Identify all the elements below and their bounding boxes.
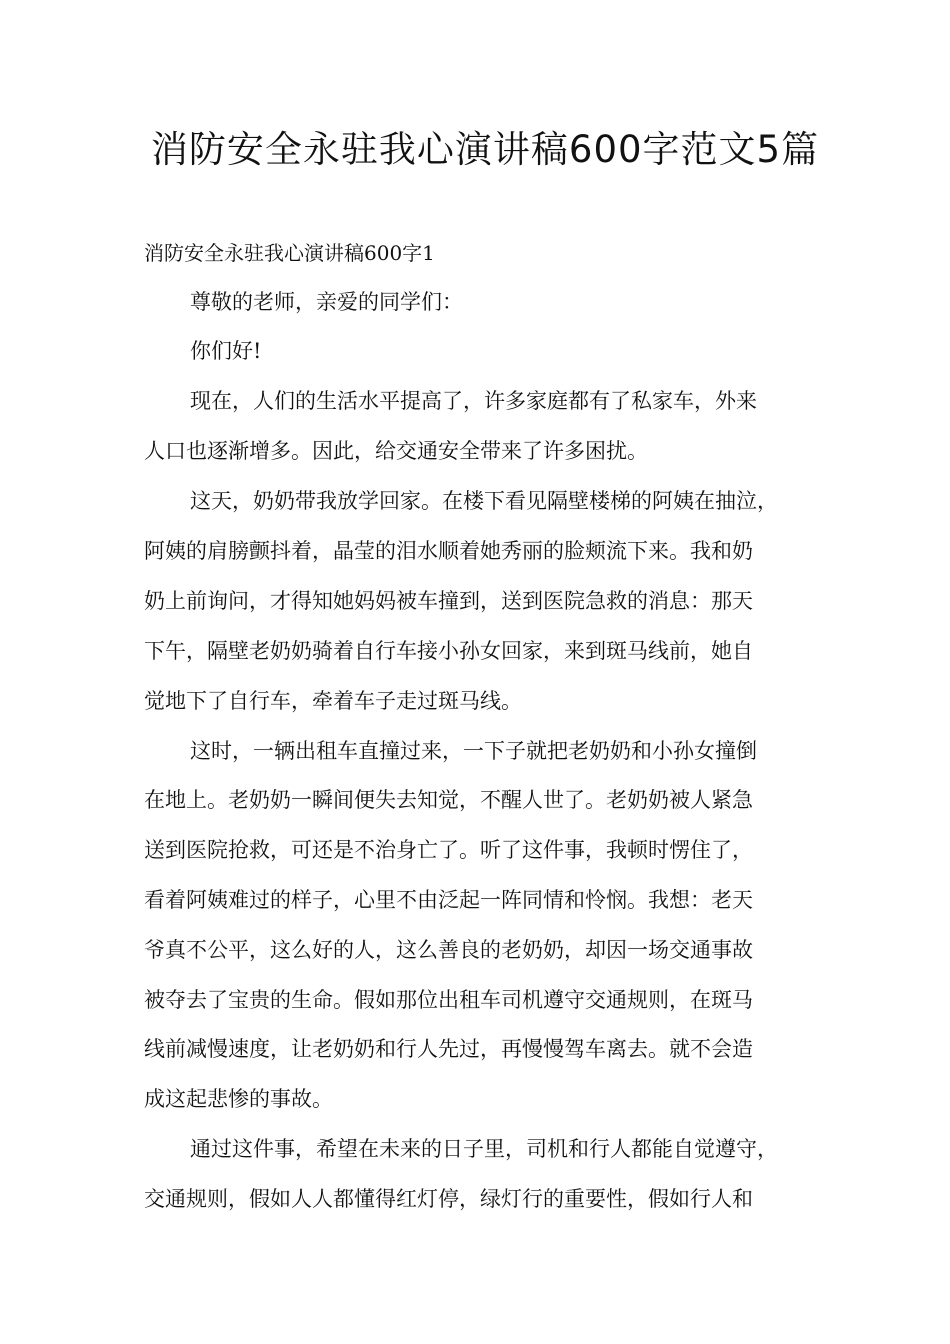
- paragraph-line: 在地上。老奶奶一瞬间便失去知觉，不醒人世了。老奶奶被人紧急: [144, 788, 753, 812]
- paragraph-line: 觉地下了自行车，牵着车子走过斑马线。: [144, 689, 522, 713]
- paragraph-line: 奶上前询问，才得知她妈妈被车撞到，送到医院急救的消息：那天: [144, 589, 753, 613]
- document-title: 消防安全永驻我心演讲稿600字范文5篇: [150, 128, 820, 171]
- paragraph-line: 下午，隔壁老奶奶骑着自行车接小孙女回家，来到斑马线前，她自: [144, 639, 753, 663]
- paragraph-line: 爷真不公平，这么好的人，这么善良的老奶奶，却因一场交通事故: [144, 938, 753, 962]
- paragraph-line: 这天，奶奶带我放学回家。在楼下看见隔壁楼梯的阿姨在抽泣，: [190, 489, 778, 513]
- paragraph-line: 尊敬的老师，亲爱的同学们：: [190, 290, 463, 314]
- section-heading: 消防安全永驻我心演讲稿600字1: [144, 241, 435, 265]
- paragraph-line: 人口也逐渐增多。因此，给交通安全带来了许多困扰。: [144, 439, 648, 463]
- paragraph-line: 阿姨的肩膀颤抖着，晶莹的泪水顺着她秀丽的脸颊流下来。我和奶: [144, 539, 753, 563]
- paragraph-line: 交通规则，假如人人都懂得红灯停，绿灯行的重要性，假如行人和: [144, 1187, 753, 1211]
- paragraph-line: 成这起悲惨的事故。: [144, 1087, 333, 1111]
- paragraph-line: 送到医院抢救，可还是不治身亡了。听了这件事，我顿时愣住了，: [144, 838, 753, 862]
- paragraph-line: 你们好!: [190, 339, 262, 363]
- paragraph-line: 线前减慢速度，让老奶奶和行人先过，再慢慢驾车离去。就不会造: [144, 1037, 753, 1061]
- paragraph-line: 被夺去了宝贵的生命。假如那位出租车司机遵守交通规则，在斑马: [144, 988, 753, 1012]
- paragraph-line: 看着阿姨难过的样子，心里不由泛起一阵同情和怜悯。我想：老天: [144, 888, 753, 912]
- paragraph-line: 这时，一辆出租车直撞过来，一下子就把老奶奶和小孙女撞倒: [190, 739, 757, 763]
- paragraph-line: 现在，人们的生活水平提高了，许多家庭都有了私家车，外来: [190, 389, 757, 413]
- paragraph-line: 通过这件事，希望在未来的日子里，司机和行人都能自觉遵守，: [190, 1137, 778, 1161]
